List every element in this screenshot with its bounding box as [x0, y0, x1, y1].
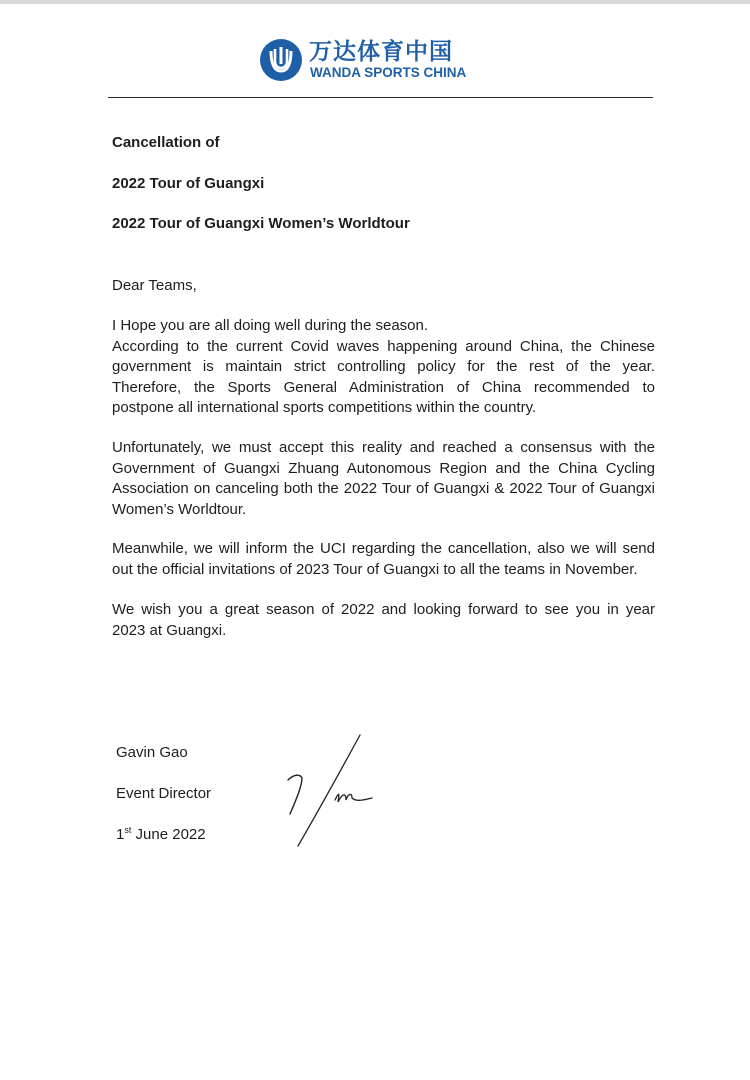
salutation: Dear Teams,: [112, 277, 197, 294]
paragraph-line: 2023 at Guangxi.: [112, 621, 227, 639]
letter-date: [116, 825, 206, 845]
signatory-title: Event Director: [116, 785, 212, 802]
brand-name-chinese: 万达体育中国: [309, 38, 453, 64]
body-paragraph-2: [112, 438, 655, 520]
date-rest: June 2022: [131, 826, 206, 843]
paragraph-line: I Hope you are all doing well during the season.: [112, 317, 429, 334]
paragraph-line: We wish you a great season of 2022 and looking forward to see you in year: [112, 601, 655, 618]
signatory-name: Gavin Gao: [116, 744, 188, 761]
paragraph-line: government is maintain strict controlling policy for the rest of the year.: [112, 358, 655, 375]
body-paragraph-1: [112, 316, 655, 419]
header-divider: [108, 97, 653, 98]
subject-line-1: Cancellation of: [112, 134, 220, 151]
scan-edge: [0, 0, 750, 4]
paragraph-line: postpone all international sports competitions within the country.: [112, 399, 537, 416]
wanda-logo-icon: [258, 37, 304, 83]
date-ordinal-suffix: st: [124, 825, 132, 835]
paragraph-line: out the official invitations of 2023 Tour of Guangxi to all the teams in November.: [112, 560, 638, 578]
subject-line-3: 2022 Tour of Guangxi Women’s Worldtour: [112, 215, 410, 232]
paragraph-line: Unfortunately, we must accept this reality and reached a consensus with the: [112, 439, 655, 456]
body-paragraph-4: [112, 600, 655, 641]
paragraph-line: Association on canceling both the 2022 Tour of Guangxi & 2022 Tour of Guangxi: [112, 480, 655, 497]
paragraph-line: Women’s Worldtour.: [112, 500, 247, 518]
handwritten-signature: [280, 730, 380, 850]
paragraph-line: Therefore, the Sports General Administration of China recommended to: [112, 378, 655, 396]
subject-line-2: 2022 Tour of Guangxi: [112, 175, 265, 192]
brand-name-english: WANDA SPORTS CHINA: [310, 65, 467, 80]
paragraph-line: According to the current Covid waves happening around China, the Chinese: [112, 337, 655, 355]
body-paragraph-3: [112, 539, 655, 580]
date-day: 1: [116, 826, 125, 843]
paragraph-line: Meanwhile, we will inform the UCI regarding the cancellation, also we will send: [112, 540, 655, 557]
wanda-sports-logo: [258, 37, 498, 83]
paragraph-line: Government of Guangxi Zhuang Autonomous Region and the China Cycling: [112, 459, 655, 477]
